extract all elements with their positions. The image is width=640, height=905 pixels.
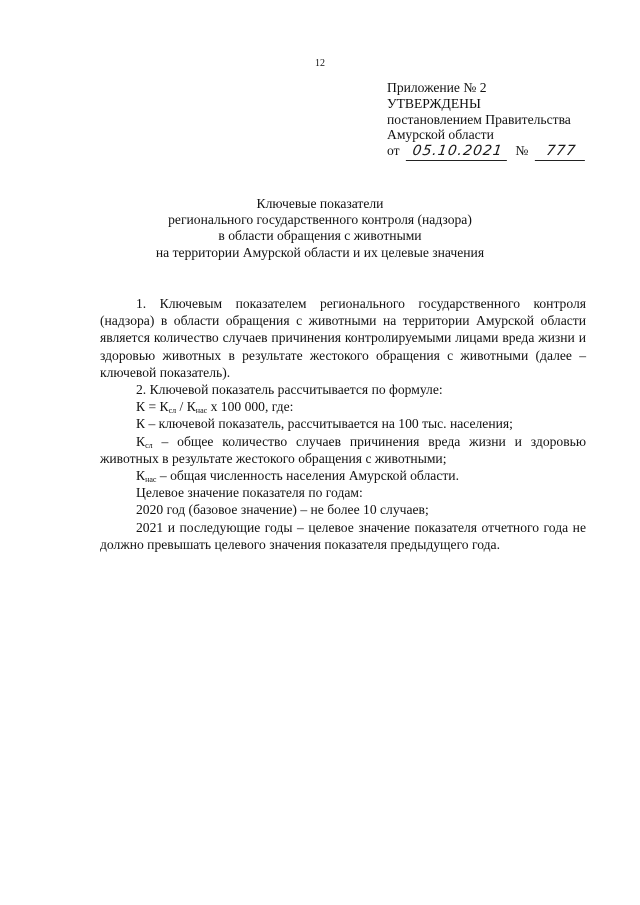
number-prefix: № <box>515 143 529 159</box>
paragraph-4-text: – общее количество случаев причинения вреда жизни и здоровью животных в результате жестокого обращения с животными; <box>100 433 586 466</box>
resolution-label: постановлением Правительства <box>387 111 571 127</box>
formula-part-2: / К <box>176 399 196 415</box>
formula-part-1: К = К <box>136 399 169 415</box>
appendix-label: Приложение № 2 <box>387 80 487 95</box>
page-number: 12 <box>315 58 325 69</box>
approval-block <box>387 80 627 161</box>
title-line-2: регионального государственного контроля (надзора) <box>168 212 472 228</box>
paragraph-1: 1. Ключевым показателем регионального государственного контроля (надзора) в области обращения с животными на территории Амурской области является количество случаев причинения контролируемыми лицами вреда жизни и здоровью животных в результате жестокого обращения с животными (далее – ключевой показатель). <box>100 296 586 380</box>
formula-line <box>100 398 586 415</box>
formula-sub-2: нас <box>195 406 208 416</box>
paragraph-4 <box>100 433 586 467</box>
region-label: Амурской области <box>387 127 494 143</box>
title-line-4: на территории Амурской области и их целевые значения <box>155 244 485 260</box>
paragraph-8: 2021 и последующие годы – целевое значение показателя отчетного года не должно превышать целевого значения показателя предыдущего года. <box>100 519 586 552</box>
title-line-1: Ключевые показатели <box>256 196 384 211</box>
title-line-3: в области обращения с животными <box>218 228 422 244</box>
date-number-line <box>387 143 627 161</box>
paragraph-2: 2. Ключевой показатель рассчитывается по формуле: <box>136 382 443 398</box>
document-title <box>0 196 640 261</box>
symbol-k-2: К <box>136 468 146 484</box>
symbol-sub-nas: нас <box>145 475 157 485</box>
paragraph-5-text: – общая численность населения Амурской области. <box>156 468 459 484</box>
symbol-sub-sl: сл <box>145 440 153 450</box>
handwritten-number: 777 <box>535 144 587 161</box>
date-prefix: от <box>387 143 400 159</box>
formula-part-3: х 100 000, где: <box>207 399 294 415</box>
paragraph-7: 2020 год (базовое значение) – не более 10 случаев; <box>136 502 429 518</box>
document-body <box>100 295 586 553</box>
handwritten-date: 05.10.2021 <box>406 144 509 161</box>
approved-label: УТВЕРЖДЕНЫ <box>387 95 481 111</box>
paragraph-6: Целевое значение показателя по годам: <box>136 485 363 501</box>
formula-sub-1: сл <box>168 406 177 416</box>
paragraph-5 <box>100 467 586 484</box>
paragraph-3: К – ключевой показатель, рассчитывается на 100 тыс. населения; <box>136 416 513 432</box>
symbol-k: К <box>136 433 146 449</box>
